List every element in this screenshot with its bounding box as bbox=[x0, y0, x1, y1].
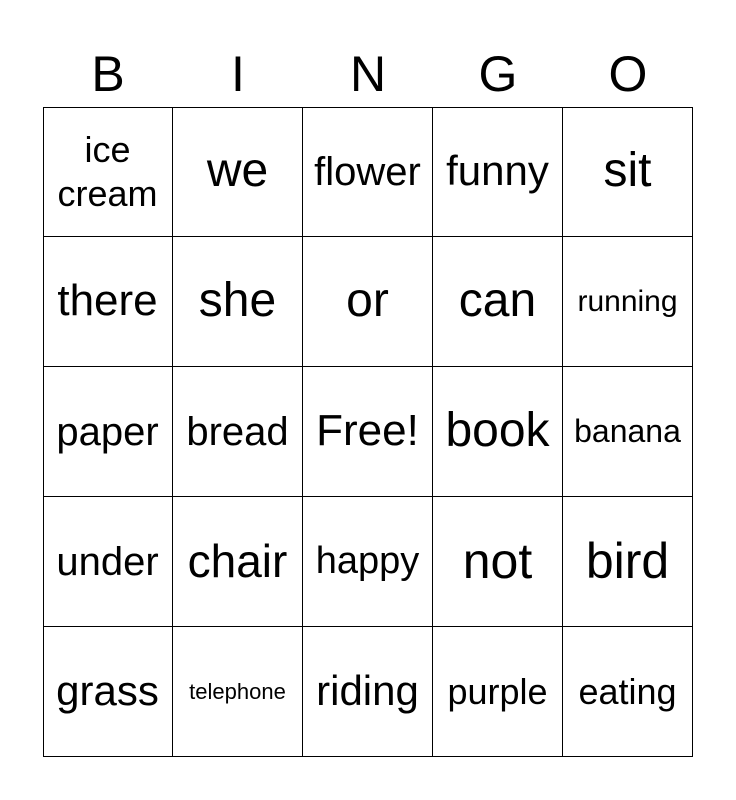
bingo-cell[interactable]: eating bbox=[563, 627, 693, 757]
bingo-cell[interactable]: purple bbox=[433, 627, 563, 757]
bingo-cell[interactable]: or bbox=[303, 237, 433, 367]
bingo-cell[interactable]: happy bbox=[303, 497, 433, 627]
bingo-cell[interactable]: chair bbox=[173, 497, 303, 627]
bingo-cell[interactable]: flower bbox=[303, 107, 433, 237]
header-letter-o: O bbox=[608, 46, 648, 102]
bingo-cell[interactable]: bread bbox=[173, 367, 303, 497]
bingo-cell[interactable]: not bbox=[433, 497, 563, 627]
bingo-header bbox=[43, 42, 693, 106]
bingo-cell[interactable]: she bbox=[173, 237, 303, 367]
bingo-cell[interactable]: we bbox=[173, 107, 303, 237]
bingo-cell-free[interactable]: Free! bbox=[303, 367, 433, 497]
bingo-grid bbox=[43, 107, 693, 757]
bingo-cell[interactable]: funny bbox=[433, 107, 563, 237]
bingo-cell[interactable]: there bbox=[43, 237, 173, 367]
bingo-cell[interactable]: paper bbox=[43, 367, 173, 497]
header-letter-i: I bbox=[231, 46, 245, 102]
bingo-cell[interactable]: sit bbox=[563, 107, 693, 237]
header-letter-n: N bbox=[349, 46, 387, 102]
bingo-cell[interactable]: banana bbox=[563, 367, 693, 497]
bingo-cell[interactable]: can bbox=[433, 237, 563, 367]
bingo-cell[interactable]: book bbox=[433, 367, 563, 497]
bingo-cell[interactable]: bird bbox=[563, 497, 693, 627]
bingo-cell[interactable]: telephone bbox=[173, 627, 303, 757]
bingo-cell[interactable]: ice cream bbox=[43, 107, 173, 237]
bingo-cell[interactable]: running bbox=[563, 237, 693, 367]
bingo-cell[interactable]: under bbox=[43, 497, 173, 627]
bingo-cell[interactable]: riding bbox=[303, 627, 433, 757]
bingo-cell[interactable]: grass bbox=[43, 627, 173, 757]
header-letter-g: G bbox=[478, 46, 518, 102]
header-letter-b: B bbox=[91, 46, 125, 102]
